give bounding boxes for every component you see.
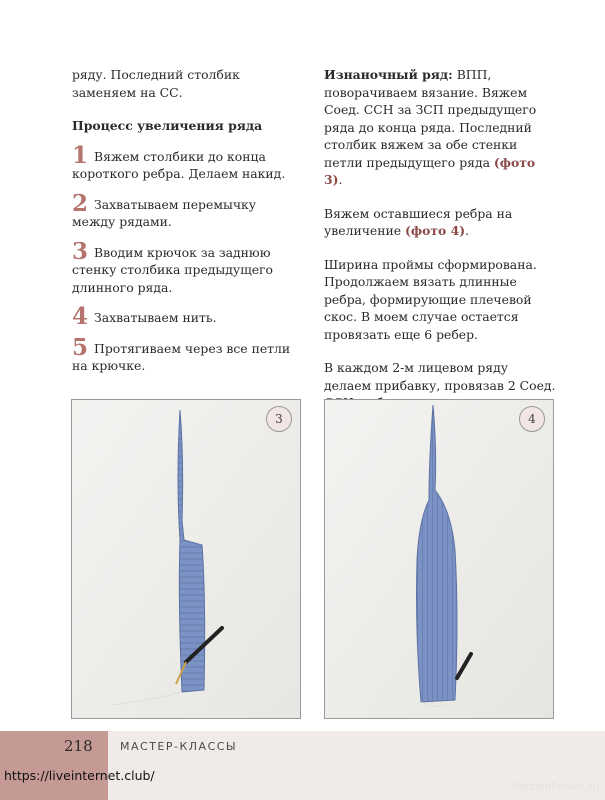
step-2 (72, 189, 302, 231)
paragraph-text: ВПП, поворачиваем вязание. Вяжем Соед. ССН за ЗСП предыдущего ряда до конца ряда. Последний столбик вяжем за обе стенки петли предыдущего ряда (324, 67, 537, 170)
section-title: МАСТЕР-КЛАССЫ (120, 740, 238, 753)
photo-3 (71, 399, 301, 719)
paragraph-text: Вяжем оставшиеся ребра на увеличение (324, 205, 513, 238)
step-text: Протягиваем через все петли на крючке. (72, 340, 291, 373)
paragraph-remaining-ribs (324, 205, 556, 240)
step-text: Захватываем перемычку между рядами. (72, 196, 257, 229)
left-column (72, 66, 302, 387)
intro-paragraph: ряду. Последний столбик заменяем на СС. (72, 67, 240, 100)
step-number: 1 (72, 141, 89, 169)
step-text: Захватываем нить. (94, 310, 217, 325)
step-number: 3 (72, 237, 89, 265)
section-heading: Процесс увеличения ряда (72, 118, 263, 133)
step-text: Вяжем столбики до конца короткого ребра. Делаем накид. (72, 148, 286, 181)
punctuation: . (465, 223, 470, 238)
paragraph-armhole: Ширина проймы сформирована. Продолжаем вязать длинные ребра, формирующие плечевой скос. В моем случае остается провязать еще 6 ребер. (324, 256, 537, 342)
paragraph-wrong-side-row (324, 66, 556, 189)
step-text: Вводим крючок за заднюю стенку столбика предыдущего длинного ряда. (72, 244, 274, 295)
step-1 (72, 141, 302, 183)
punctuation: . (338, 172, 343, 187)
step-3 (72, 237, 302, 297)
watermark-left: https://liveinternet.club/ (4, 768, 155, 783)
photo-number-badge: 4 (519, 406, 545, 432)
step-number: 5 (72, 333, 89, 361)
photo-4 (324, 399, 554, 719)
knitted-strip-illustration (325, 400, 553, 718)
page-number: 218 (64, 737, 93, 755)
step-number: 2 (72, 189, 89, 217)
step-5 (72, 333, 302, 375)
photo-reference: (фото 3) (324, 154, 536, 187)
knitted-strip-illustration (72, 400, 300, 718)
step-4 (72, 303, 302, 330)
watermark-right: PassionForum.ru (512, 781, 599, 793)
wrong-side-row-label: Изнаночный ряд: (324, 67, 453, 82)
paragraph-increase: В каждом 2-м лицевом ряду делаем прибавку, провязав 2 Соед. (324, 360, 556, 393)
step-number: 4 (72, 303, 89, 330)
photo-reference: (фото 4) (405, 223, 466, 238)
photo-number-badge: 3 (266, 406, 292, 432)
